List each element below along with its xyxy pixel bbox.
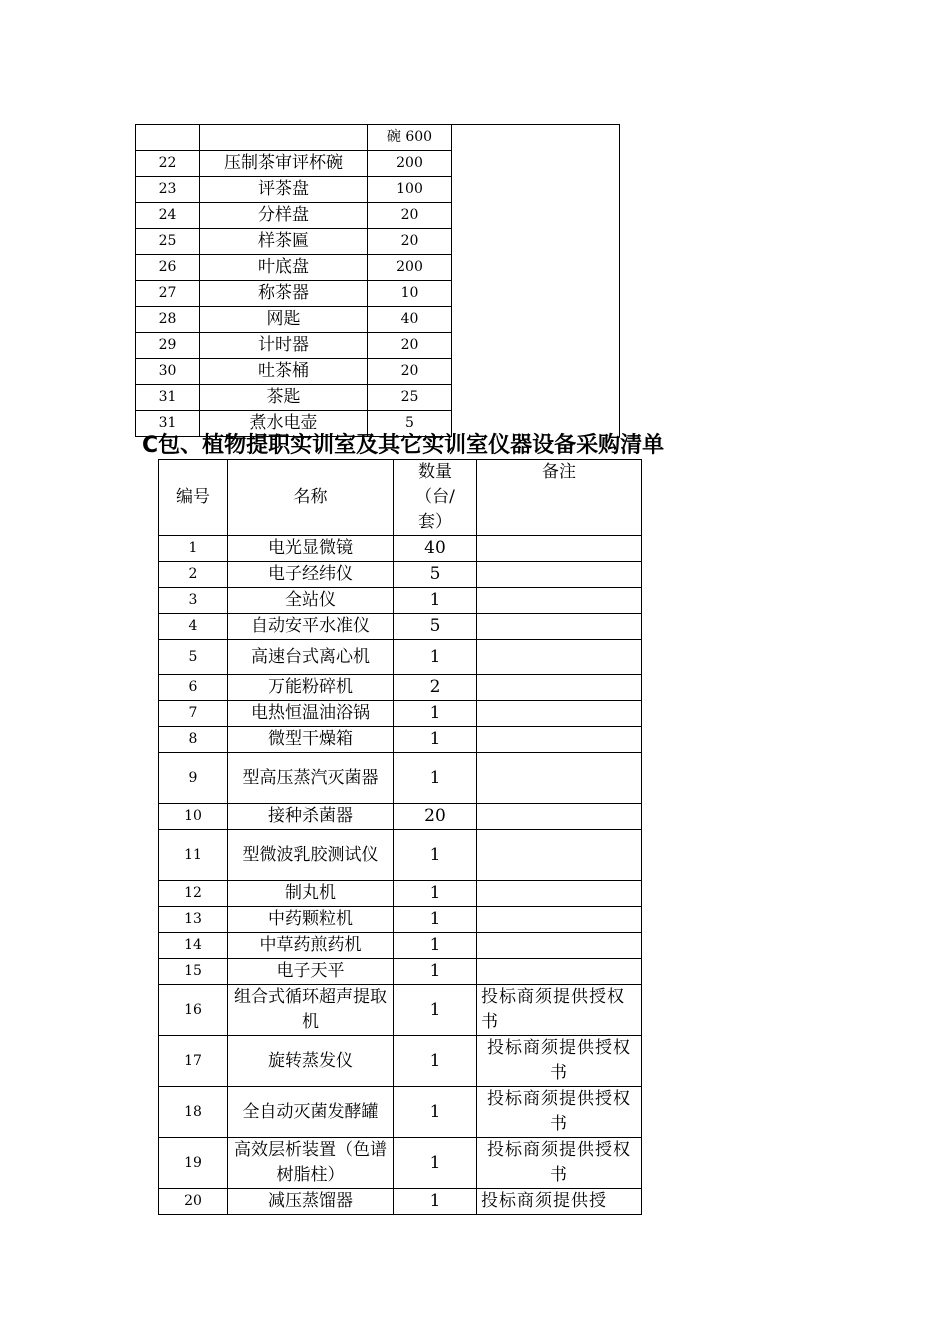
item-note: 投标商须提供授权书	[477, 985, 642, 1036]
table-row	[136, 177, 620, 203]
blank-cell	[452, 255, 620, 281]
table-row	[159, 1036, 642, 1087]
row-number: 31	[136, 411, 200, 437]
table-row	[159, 804, 642, 830]
table-row	[159, 881, 642, 907]
row-number: 1	[159, 536, 228, 562]
item-note	[477, 753, 642, 804]
item-quantity: 20	[368, 229, 452, 255]
item-name: 叶底盘	[200, 255, 368, 281]
blank-cell	[452, 151, 620, 177]
item-quantity: 40	[368, 307, 452, 333]
table-row	[136, 359, 620, 385]
item-name: 减压蒸馏器	[228, 1189, 394, 1215]
item-name: 微型干燥箱	[228, 727, 394, 753]
row-number: 23	[136, 177, 200, 203]
item-name: 电热恒温油浴锅	[228, 701, 394, 727]
table-row	[159, 1087, 642, 1138]
row-number: 31	[136, 385, 200, 411]
row-number: 26	[136, 255, 200, 281]
item-name: 茶匙	[200, 385, 368, 411]
item-name: 全自动灭菌发酵罐	[228, 1087, 394, 1138]
item-note	[477, 536, 642, 562]
item-note: 投标商须提供授权书	[477, 1036, 642, 1087]
item-quantity: 200	[368, 151, 452, 177]
row-number: 2	[159, 562, 228, 588]
item-quantity: 20	[368, 203, 452, 229]
item-quantity: 1	[394, 1189, 477, 1215]
row-number: 3	[159, 588, 228, 614]
table-row	[159, 959, 642, 985]
item-quantity: 20	[368, 333, 452, 359]
item-note	[477, 804, 642, 830]
table-row	[159, 562, 642, 588]
item-name: 吐茶桶	[200, 359, 368, 385]
row-number: 18	[159, 1087, 228, 1138]
item-note	[477, 727, 642, 753]
table-row	[136, 281, 620, 307]
item-name: 中药颗粒机	[228, 907, 394, 933]
item-note	[477, 588, 642, 614]
item-name: 自动安平水准仪	[228, 614, 394, 640]
table-row	[159, 933, 642, 959]
table-row	[159, 830, 642, 881]
blank-cell	[452, 203, 620, 229]
row-number: 24	[136, 203, 200, 229]
item-name: 电光显微镜	[228, 536, 394, 562]
row-number: 17	[159, 1036, 228, 1087]
tea-equipment-table	[135, 124, 620, 437]
item-name: 网匙	[200, 307, 368, 333]
item-note: 投标商须提供授权书	[477, 1087, 642, 1138]
item-quantity: 10	[368, 281, 452, 307]
blank-cell	[452, 385, 620, 411]
item-quantity: 1	[394, 907, 477, 933]
blank-cell	[452, 177, 620, 203]
section-title: C包、植物提职实训室及其它实训室仪器设备采购清单	[142, 433, 665, 458]
item-name: 电子经纬仪	[228, 562, 394, 588]
row-number: 11	[159, 830, 228, 881]
row-number: 30	[136, 359, 200, 385]
item-name: 旋转蒸发仪	[228, 1036, 394, 1087]
row-number: 14	[159, 933, 228, 959]
table-row	[159, 1189, 642, 1215]
row-number: 8	[159, 727, 228, 753]
item-name: 压制茶审评杯碗	[200, 151, 368, 177]
item-quantity: 1	[394, 985, 477, 1036]
row-number	[136, 125, 200, 151]
row-number: 27	[136, 281, 200, 307]
item-note	[477, 701, 642, 727]
table-row	[159, 536, 642, 562]
row-number: 9	[159, 753, 228, 804]
row-number: 20	[159, 1189, 228, 1215]
row-number: 13	[159, 907, 228, 933]
item-name: 型微波乳胶测试仪	[228, 830, 394, 881]
item-quantity: 1	[394, 1087, 477, 1138]
item-name: 高效层析装置（色谱树脂柱）	[228, 1138, 394, 1189]
item-name: 万能粉碎机	[228, 675, 394, 701]
item-quantity: 40	[394, 536, 477, 562]
item-quantity: 2	[394, 675, 477, 701]
item-name: 接种杀菌器	[228, 804, 394, 830]
table-row	[136, 125, 620, 151]
row-number: 16	[159, 985, 228, 1036]
item-name: 称茶器	[200, 281, 368, 307]
row-number: 25	[136, 229, 200, 255]
item-quantity: 1	[394, 727, 477, 753]
item-quantity: 碗 600	[368, 125, 452, 151]
item-name: 样茶匾	[200, 229, 368, 255]
table-row	[159, 985, 642, 1036]
item-name: 评茶盘	[200, 177, 368, 203]
row-number: 15	[159, 959, 228, 985]
item-quantity: 5	[368, 411, 452, 437]
table-row	[159, 701, 642, 727]
table-row	[136, 385, 620, 411]
item-quantity: 1	[394, 1036, 477, 1087]
item-name: 计时器	[200, 333, 368, 359]
table-row	[136, 255, 620, 281]
package-c-equipment-table	[158, 459, 642, 1215]
item-note: 投标商须提供授权书	[477, 1138, 642, 1189]
table-row	[159, 753, 642, 804]
blank-cell	[452, 125, 620, 151]
row-number: 7	[159, 701, 228, 727]
blank-cell	[452, 307, 620, 333]
row-number: 29	[136, 333, 200, 359]
header-qty: 数量（台/套）	[394, 460, 477, 536]
item-note	[477, 675, 642, 701]
row-number: 10	[159, 804, 228, 830]
item-note: 投标商须提供授	[477, 1189, 642, 1215]
blank-cell	[452, 359, 620, 385]
table-header-row	[159, 460, 642, 536]
item-quantity: 25	[368, 385, 452, 411]
item-quantity: 20	[394, 804, 477, 830]
item-note	[477, 614, 642, 640]
item-name: 煮水电壶	[200, 411, 368, 437]
item-quantity: 1	[394, 701, 477, 727]
item-note	[477, 933, 642, 959]
item-note	[477, 907, 642, 933]
item-quantity: 1	[394, 588, 477, 614]
item-quantity: 5	[394, 614, 477, 640]
table-row	[136, 333, 620, 359]
item-quantity: 1	[394, 881, 477, 907]
item-quantity: 1	[394, 830, 477, 881]
blank-cell	[452, 229, 620, 255]
table-row	[159, 640, 642, 675]
item-note	[477, 959, 642, 985]
header-name: 名称	[228, 460, 394, 536]
item-name: 全站仪	[228, 588, 394, 614]
item-note	[477, 830, 642, 881]
row-number: 22	[136, 151, 200, 177]
row-number: 19	[159, 1138, 228, 1189]
table-row	[136, 229, 620, 255]
header-no: 编号	[159, 460, 228, 536]
item-quantity: 1	[394, 933, 477, 959]
table-row	[136, 203, 620, 229]
header-note: 备注	[477, 460, 642, 536]
item-quantity: 1	[394, 1138, 477, 1189]
item-quantity: 5	[394, 562, 477, 588]
item-name: 组合式循环超声提取机	[228, 985, 394, 1036]
table-row	[136, 307, 620, 333]
item-name: 分样盘	[200, 203, 368, 229]
item-note	[477, 881, 642, 907]
blank-cell	[452, 333, 620, 359]
table-row	[159, 675, 642, 701]
table-row	[159, 727, 642, 753]
item-note	[477, 562, 642, 588]
row-number: 4	[159, 614, 228, 640]
item-name: 制丸机	[228, 881, 394, 907]
table-row	[159, 614, 642, 640]
item-name: 中草药煎药机	[228, 933, 394, 959]
item-name: 高速台式离心机	[228, 640, 394, 675]
row-number: 12	[159, 881, 228, 907]
item-quantity: 20	[368, 359, 452, 385]
item-quantity: 1	[394, 640, 477, 675]
row-number: 28	[136, 307, 200, 333]
table-row	[159, 588, 642, 614]
item-name: 型高压蒸汽灭菌器	[228, 753, 394, 804]
item-note	[477, 640, 642, 675]
table-row	[159, 907, 642, 933]
item-quantity: 1	[394, 959, 477, 985]
item-quantity: 1	[394, 753, 477, 804]
table-row	[159, 1138, 642, 1189]
table-row	[136, 151, 620, 177]
item-quantity: 100	[368, 177, 452, 203]
blank-cell	[452, 281, 620, 307]
row-number: 6	[159, 675, 228, 701]
item-name: 电子天平	[228, 959, 394, 985]
item-name	[200, 125, 368, 151]
item-quantity: 200	[368, 255, 452, 281]
row-number: 5	[159, 640, 228, 675]
